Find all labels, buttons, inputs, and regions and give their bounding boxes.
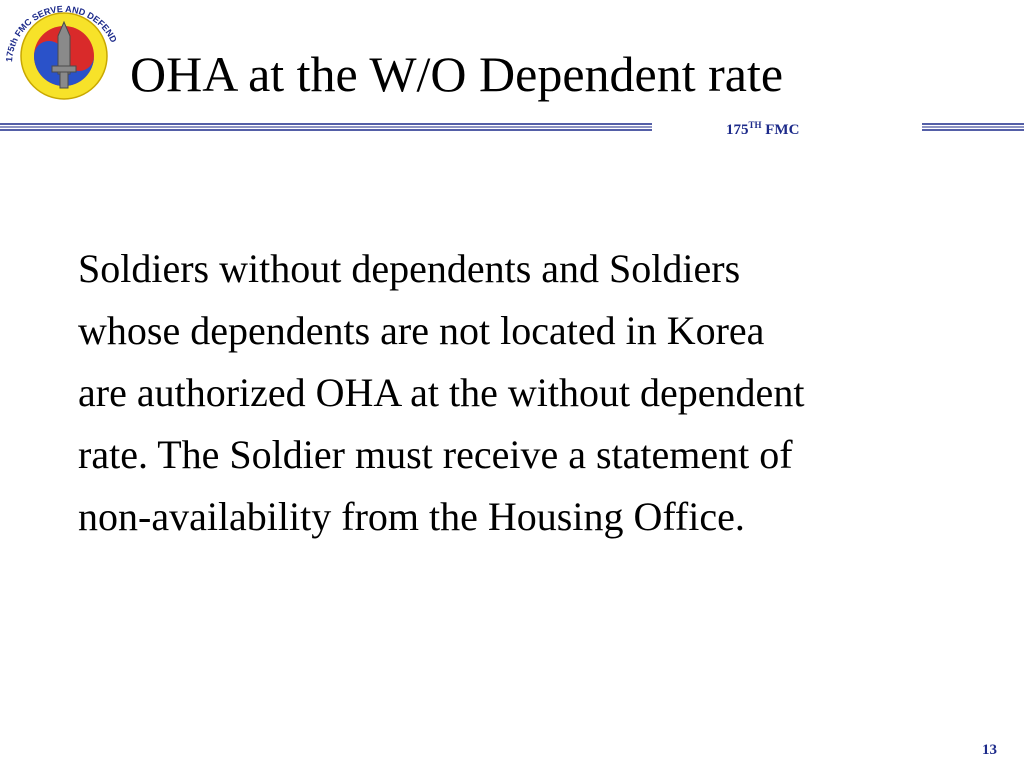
unit-label xyxy=(726,120,799,140)
slide-title: OHA at the W/O Dependent rate xyxy=(130,46,784,102)
slide-body-text: Soldiers without dependents and Soldiers whose dependents are not located in Korea are authorized OHA at the without dependent rate. The Soldier must receive a statement of non-availability from the Housing Office. xyxy=(78,246,805,539)
page-number: 13 xyxy=(982,742,997,758)
unit-logo xyxy=(0,0,130,110)
header-rule-right xyxy=(922,122,1024,132)
unit-number: 175 xyxy=(726,122,749,138)
unit-superscript: TH xyxy=(748,120,762,130)
header-rule-left xyxy=(0,122,652,132)
logo-ring-text: 175th FMC SERVE AND DEFEND xyxy=(4,3,119,63)
unit-suffix: FMC xyxy=(761,122,800,138)
unit-insignia-icon xyxy=(0,0,130,110)
